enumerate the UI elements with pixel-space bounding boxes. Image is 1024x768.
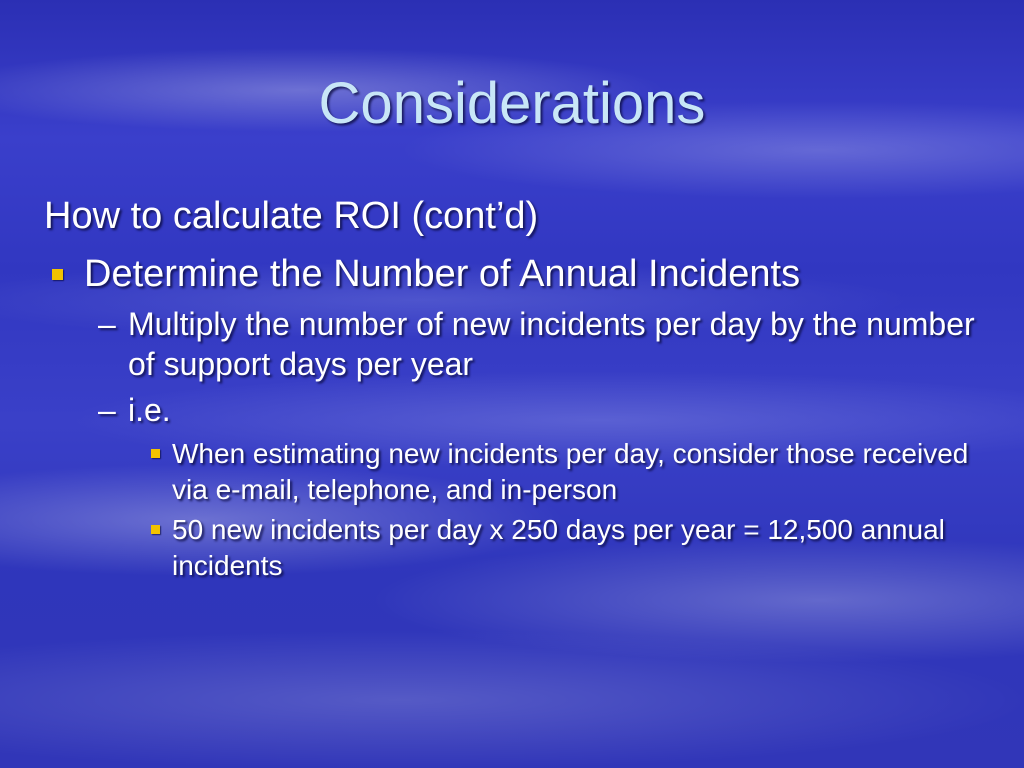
sub-item-text: i.e. <box>128 392 171 428</box>
square-bullet-icon <box>151 449 160 458</box>
bullet-text: Determine the Number of Annual Incidents <box>84 253 801 295</box>
slide-body <box>44 192 984 588</box>
sub-sub-item-text: When estimating new incidents per day, consider those received via e-mail, telephone, and in-person <box>172 438 969 505</box>
sub-sub-item-calculation <box>44 512 984 584</box>
bullet-item <box>44 250 984 298</box>
sub-sub-item-text: 50 new incidents per day x 250 days per year = 12,500 annual incidents <box>172 514 945 581</box>
sub-item-text: Multiply the number of new incidents per day by the number of support days per year <box>128 306 975 382</box>
dash-bullet-icon: – <box>98 306 116 342</box>
square-bullet-icon <box>52 269 63 280</box>
dash-bullet-icon: – <box>98 392 116 428</box>
square-bullet-icon <box>151 525 160 534</box>
sub-item-multiply <box>44 304 984 384</box>
slide-title: Considerations <box>318 71 706 136</box>
sub-sub-item-estimating <box>44 436 984 508</box>
sub-item-ie <box>44 390 984 430</box>
intro-text: How to calculate ROI (cont’d) <box>44 195 539 237</box>
